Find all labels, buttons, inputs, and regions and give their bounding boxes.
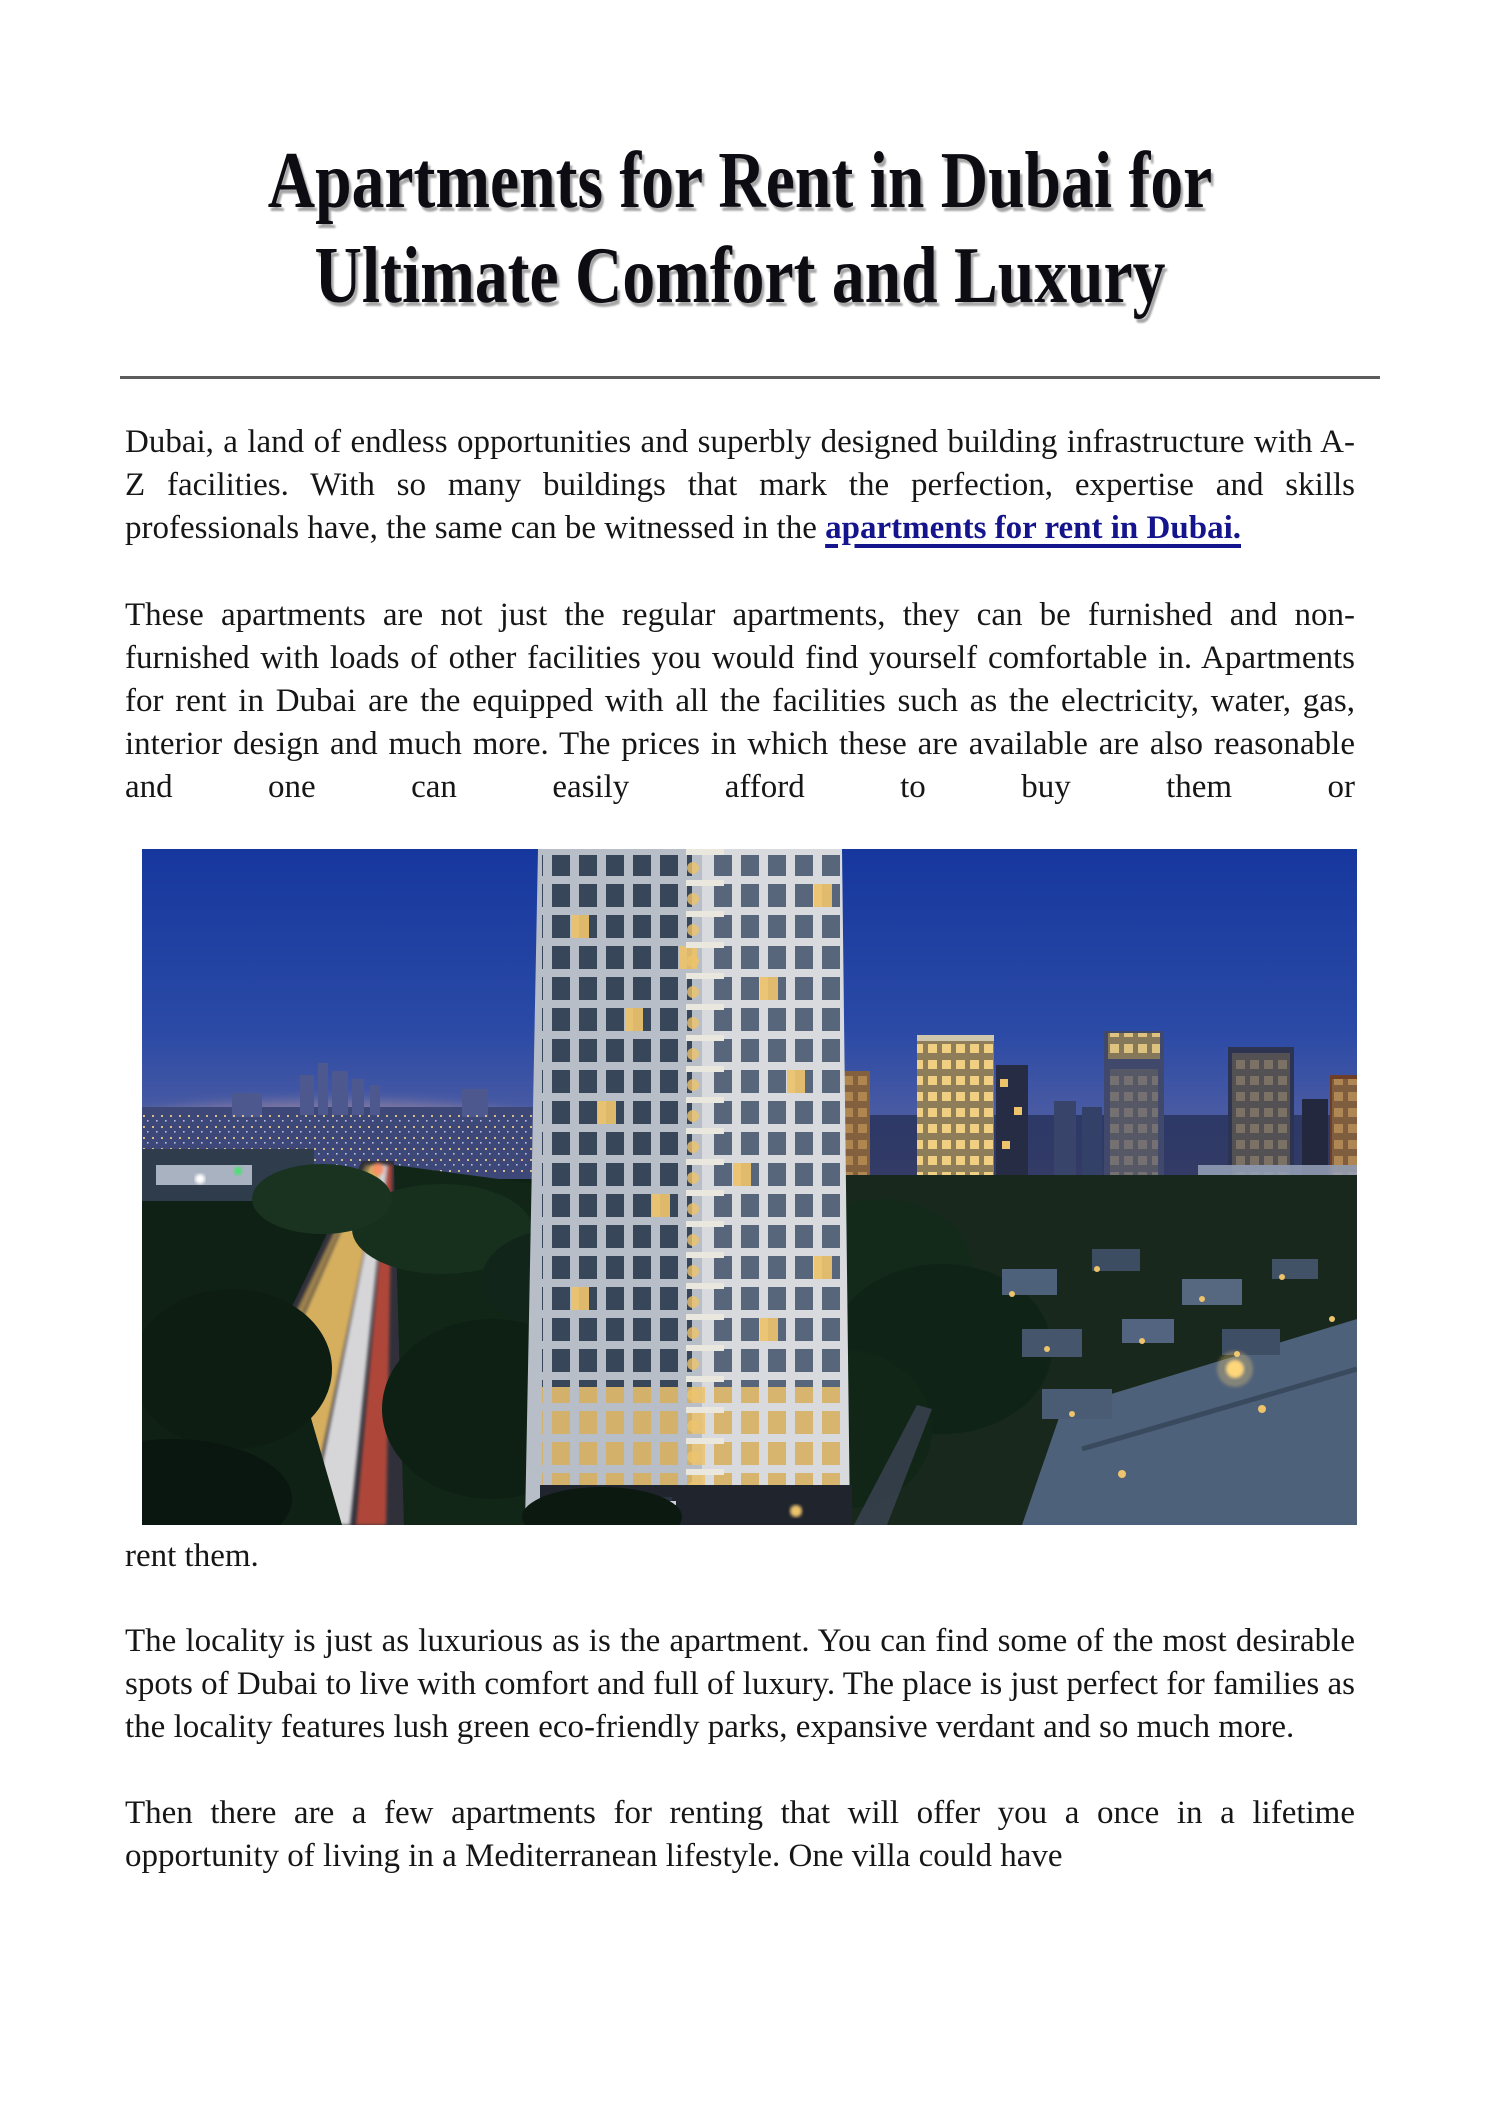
apartment-tower	[525, 849, 852, 1525]
apartment-tower-photo	[142, 849, 1357, 1525]
intro-paragraph-text: Dubai, a land of endless opportunities and superbly designed building infrastructure with A-Z facilities. With so many buildings that mark the perfection, expertise and skills professionals have, the same can be witnessed in the	[125, 424, 1355, 546]
page-title	[125, 0, 1355, 324]
page-title-line2: Ultimate Comfort and Luxury	[314, 232, 1166, 320]
locality-paragraph: The locality is just as luxurious as is the apartment. You can find some of the most desirable spots of Dubai to live with comfort and full of luxury. The place is just perfect for families as the locality features lush green eco-friendly parks, expansive verdant and so much more.	[125, 1623, 1355, 1745]
lifestyle-paragraph: Then there are a few apartments for renting that will offer you a once in a lifetime opportunity of living in a Mediterranean lifestyle. One villa could have	[125, 1795, 1355, 1874]
document-page	[125, 0, 1355, 1878]
night-cityscape-illustration	[142, 849, 1357, 1525]
intro-paragraph	[125, 421, 1355, 550]
facilities-paragraph: These apartments are not just the regular apartments, they can be furnished and non-furnished with loads of other facilities you would find yourself comfortable in. Apartments for rent in Dubai are the equipped with all the facilities such as the electricity, water, gas, interior design and much more. The prices in which these are available are also reasonable and one can easily afford to buy them or	[125, 597, 1355, 805]
apartments-for-rent-link[interactable]: apartments for rent in Dubai.	[825, 510, 1241, 546]
facilities-paragraph-continued: rent them.	[125, 1538, 259, 1574]
page-title-line1: Apartments for Rent in Dubai for	[267, 137, 1213, 225]
title-divider	[120, 376, 1380, 379]
